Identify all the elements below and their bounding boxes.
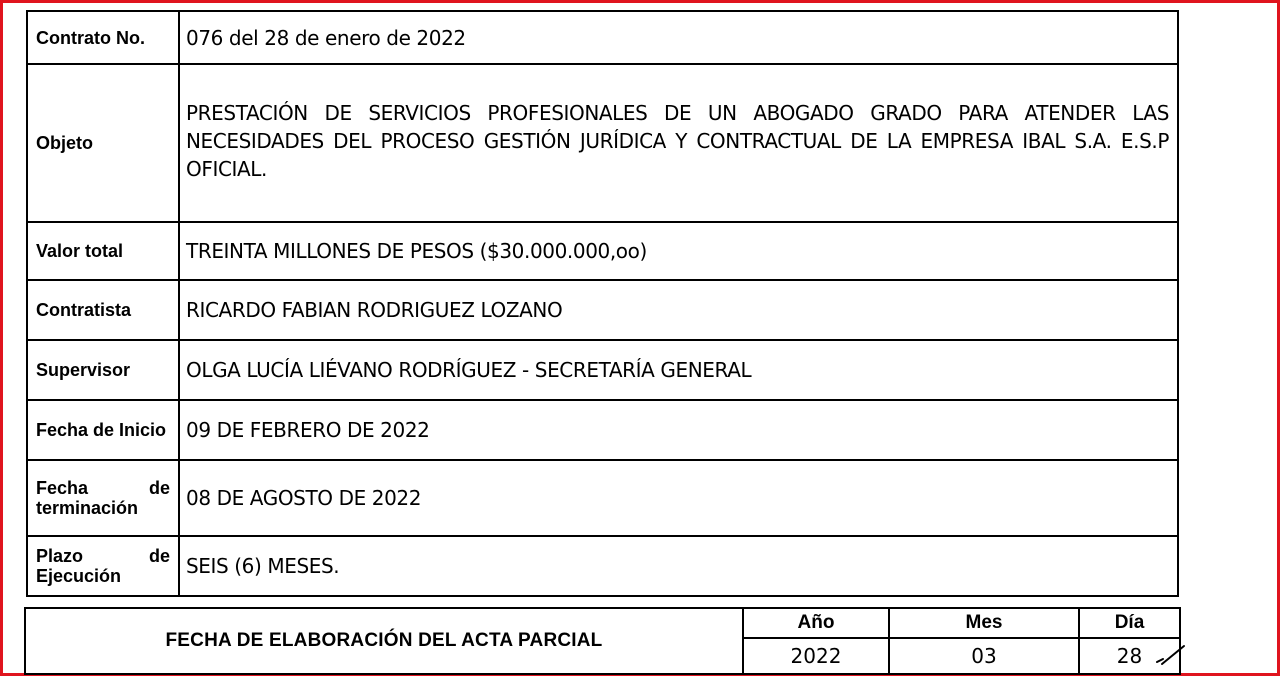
table-row [27,280,1178,340]
value-plazo-ejecucion: SEIS (6) MESES. [179,536,1178,596]
value-objeto: PRESTACIÓN DE SERVICIOS PROFESIONALES DE UN ABOGADO GRADO PARA ATENDER LAS NECESIDADES DEL PROCESO GESTIÓN JURÍDICA Y CONTRACTUAL DE LA EMPRESA IBAL S.A. E.S.P OFICIAL. [179,64,1178,222]
label-plazo-ejecucion: Plazo de Ejecución [27,536,179,596]
acta-header-month: Mes [889,608,1079,638]
label-supervisor: Supervisor [27,340,179,400]
table-row [27,340,1178,400]
acta-date-table [24,607,1181,675]
table-row [27,64,1178,222]
table-row [27,400,1178,460]
table-row [27,460,1178,536]
acta-header-year: Año [743,608,889,638]
value-contrato-no: 076 del 28 de enero de 2022 [179,11,1178,64]
label-valor-total: Valor total [27,222,179,280]
table-row [25,608,1180,638]
acta-header-day: Día [1079,608,1180,638]
table-row [27,11,1178,64]
label-contrato-no: Contrato No. [27,11,179,64]
value-valor-total: TREINTA MILLONES DE PESOS ($30.000.000,oo) [179,222,1178,280]
table-row [27,536,1178,596]
acta-title: FECHA DE ELABORACIÓN DEL ACTA PARCIAL [25,608,743,674]
pen-tick-mark-icon [1154,640,1188,670]
value-fecha-inicio: 09 DE FEBRERO DE 2022 [179,400,1178,460]
label-objeto: Objeto [27,64,179,222]
acta-value-year: 2022 [743,638,889,674]
acta-value-month: 03 [889,638,1079,674]
acta-value-day: 28 [1079,638,1180,674]
label-contratista: Contratista [27,280,179,340]
label-fecha-inicio: Fecha de Inicio [27,400,179,460]
value-supervisor: OLGA LUCÍA LIÉVANO RODRÍGUEZ - SECRETARÍA GENERAL [179,340,1178,400]
value-contratista: RICARDO FABIAN RODRIGUEZ LOZANO [179,280,1178,340]
contract-info-table [26,10,1179,597]
value-fecha-terminacion: 08 DE AGOSTO DE 2022 [179,460,1178,536]
table-row [27,222,1178,280]
label-fecha-terminacion: Fecha de terminación [27,460,179,536]
